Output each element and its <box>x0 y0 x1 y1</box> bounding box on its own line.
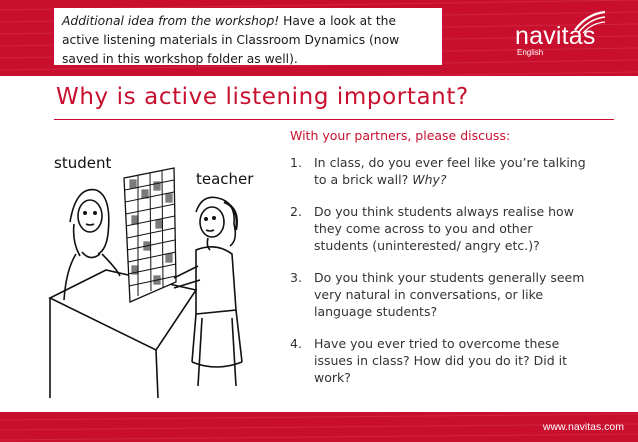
teacher-label: teacher <box>196 170 254 188</box>
logo-swoosh-icon <box>573 10 607 34</box>
workshop-note-highlight: Additional idea from the workshop! <box>62 14 280 28</box>
question-item <box>290 269 590 320</box>
logo-subtitle: English <box>517 48 544 57</box>
slide-title: Why is active listening important? <box>56 84 469 110</box>
table-lines <box>50 270 196 398</box>
student-label: student <box>54 154 112 172</box>
question-text: Do you think students always realise how they come across to you and other students (uninterested/ angry etc.)? <box>314 204 574 253</box>
header-banner <box>0 0 638 76</box>
question-list <box>290 154 590 401</box>
teacher-figure <box>174 197 242 386</box>
question-number: 1. <box>290 155 302 170</box>
logo-wordmark: navitas <box>515 22 596 50</box>
question-number: 4. <box>290 336 302 351</box>
workshop-note <box>54 8 442 65</box>
workshop-note-text: Have a look at the active listening materials in Classroom Dynamics (now saved in this workshop folder as well). <box>62 14 400 66</box>
question-item <box>290 203 590 254</box>
question-text: Have you ever tried to overcome these issues in class? How did you do it? Did it work? <box>314 336 568 385</box>
brick-wall <box>124 168 176 302</box>
footer-bar <box>0 412 638 442</box>
question-text: Do you think your students generally seem very natural in conversations, or like language students? <box>314 270 585 319</box>
question-emphasis: Why? <box>412 172 447 187</box>
question-number: 2. <box>290 204 302 219</box>
question-number: 3. <box>290 270 302 285</box>
question-item <box>290 335 590 386</box>
student-figure <box>64 190 120 300</box>
discussion-prompt: With your partners, please discuss: <box>290 128 511 143</box>
navitas-logo <box>515 22 596 57</box>
title-divider <box>54 119 614 120</box>
question-item <box>290 154 590 188</box>
footer-website-link[interactable]: www.navitas.com <box>542 421 624 433</box>
question-text: In class, do you ever feel like you’re talking to a brick wall? <box>314 155 586 187</box>
